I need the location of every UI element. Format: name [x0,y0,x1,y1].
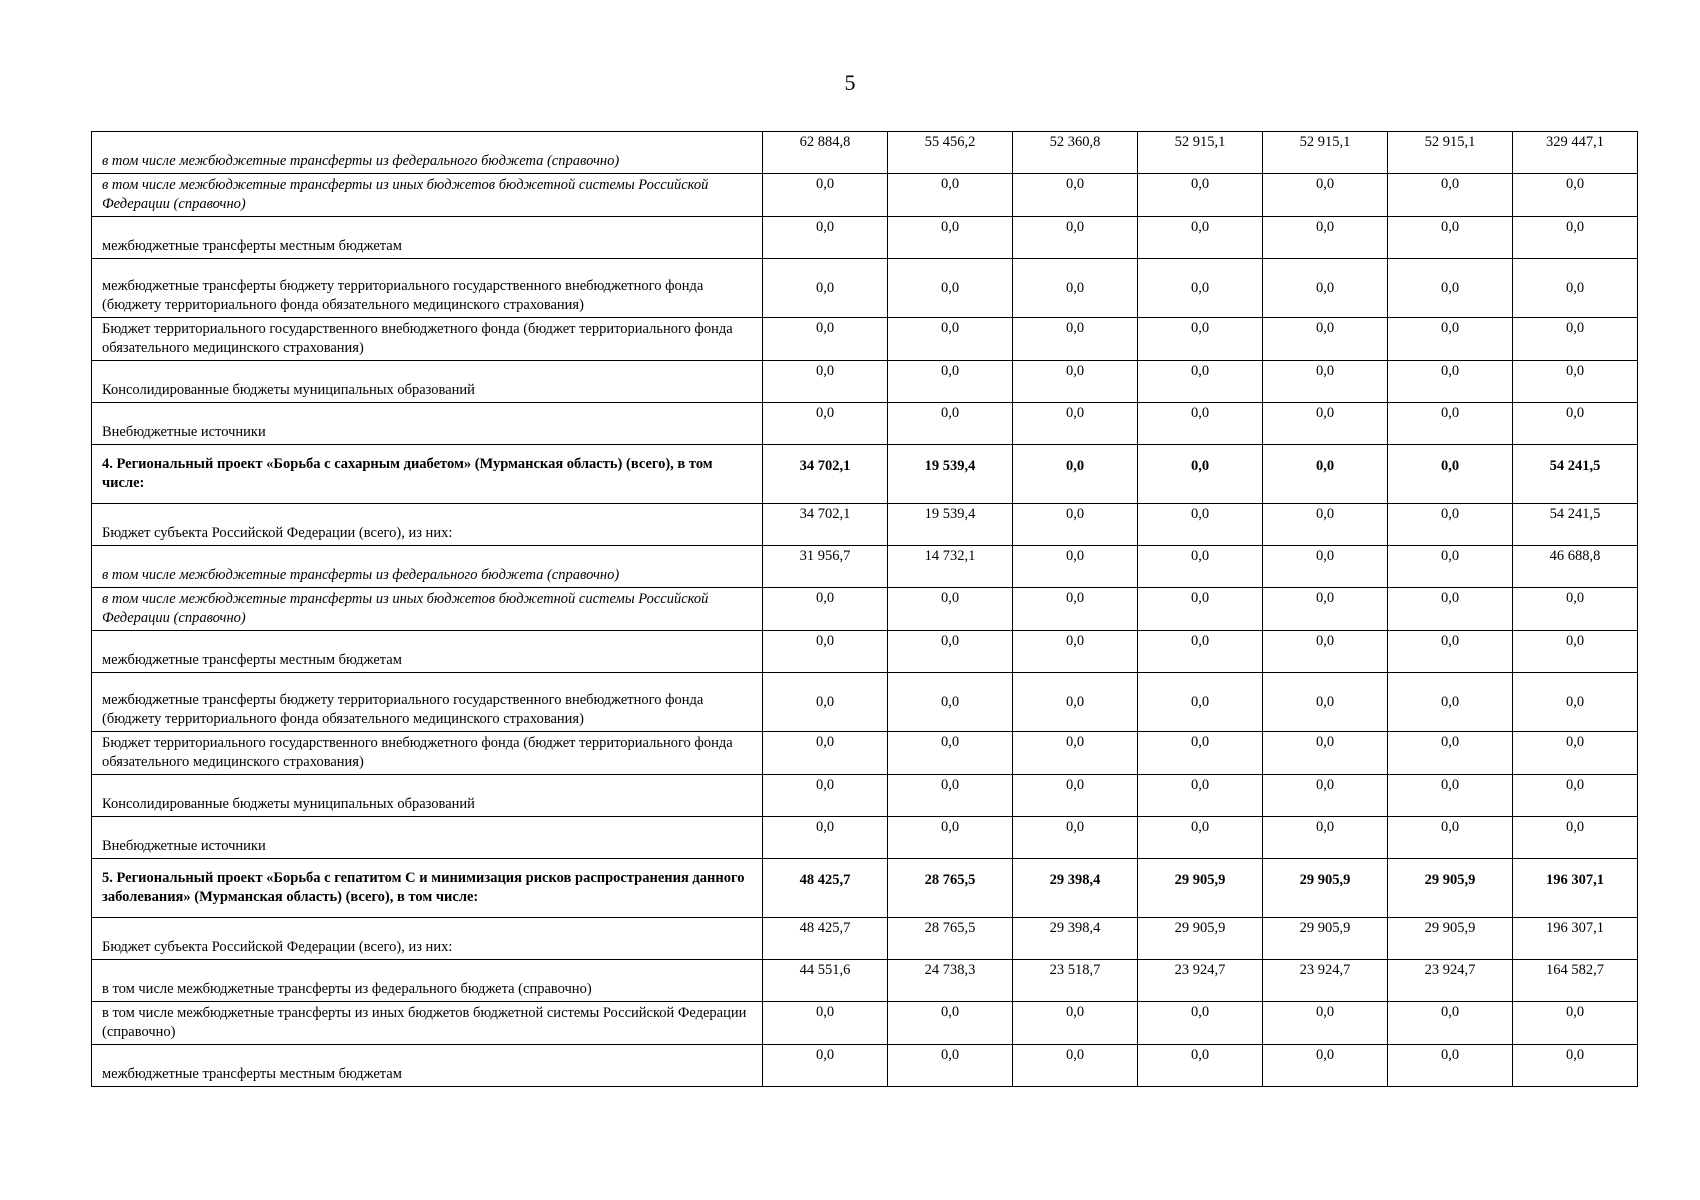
row-value: 0,0 [1138,259,1263,318]
row-value: 0,0 [1513,631,1638,673]
table-row [92,361,1638,403]
row-value: 0,0 [763,1002,888,1045]
row-value: 0,0 [1263,588,1388,631]
row-value: 0,0 [1388,217,1513,259]
row-value: 54 241,5 [1513,504,1638,546]
row-value: 46 688,8 [1513,546,1638,588]
row-value: 29 905,9 [1388,918,1513,960]
row-label: Консолидированные бюджеты муниципальных образований [92,361,763,403]
row-value: 0,0 [1138,1002,1263,1045]
row-value: 48 425,7 [763,859,888,918]
row-value: 0,0 [1388,817,1513,859]
row-value: 24 738,3 [888,960,1013,1002]
row-label: в том числе межбюджетные трансферты из иных бюджетов бюджетной системы Российской Федерации (справочно) [92,174,763,217]
row-label: межбюджетные трансферты бюджету территориального государственного внебюджетного фонда (бюджету территориального фонда обязательного медицинского страхования) [92,673,763,732]
row-value: 0,0 [888,732,1013,775]
row-value: 14 732,1 [888,546,1013,588]
row-value: 0,0 [1513,217,1638,259]
row-value: 29 905,9 [1138,859,1263,918]
row-value: 0,0 [888,259,1013,318]
table-row [92,1045,1638,1087]
row-value: 0,0 [1263,631,1388,673]
row-label: межбюджетные трансферты бюджету территориального государственного внебюджетного фонда (бюджету территориального фонда обязательного медицинского страхования) [92,259,763,318]
row-value: 0,0 [1138,174,1263,217]
row-value: 0,0 [1263,504,1388,546]
row-value: 44 551,6 [763,960,888,1002]
row-value: 29 398,4 [1013,918,1138,960]
row-value: 0,0 [1013,673,1138,732]
row-label: межбюджетные трансферты местным бюджетам [92,217,763,259]
row-value: 28 765,5 [888,859,1013,918]
table-row [92,631,1638,673]
row-value: 0,0 [1138,631,1263,673]
row-label: в том числе межбюджетные трансферты из федерального бюджета (справочно) [92,132,763,174]
row-value: 0,0 [1388,318,1513,361]
row-value: 0,0 [888,1045,1013,1087]
row-value: 0,0 [1388,403,1513,445]
row-value: 0,0 [1138,588,1263,631]
row-value: 0,0 [1013,217,1138,259]
row-value: 0,0 [1263,217,1388,259]
row-value: 0,0 [1388,631,1513,673]
table-row [92,546,1638,588]
row-value: 196 307,1 [1513,918,1638,960]
row-label: Внебюджетные источники [92,817,763,859]
row-value: 29 905,9 [1138,918,1263,960]
row-value: 0,0 [1388,546,1513,588]
row-value: 0,0 [1388,1002,1513,1045]
row-value: 0,0 [1388,445,1513,504]
row-value: 52 915,1 [1263,132,1388,174]
table-row [92,918,1638,960]
row-value: 29 905,9 [1263,859,1388,918]
row-value: 0,0 [1513,1045,1638,1087]
row-value: 0,0 [1513,174,1638,217]
table-row [92,318,1638,361]
budget-table [91,131,1638,1087]
row-value: 31 956,7 [763,546,888,588]
row-value: 54 241,5 [1513,445,1638,504]
row-value: 0,0 [888,631,1013,673]
row-value: 0,0 [1388,673,1513,732]
row-label: 4. Региональный проект «Борьба с сахарным диабетом» (Мурманская область) (всего), в том числе: [92,445,763,504]
row-value: 0,0 [1013,1045,1138,1087]
row-value: 0,0 [1513,588,1638,631]
row-value: 0,0 [1263,546,1388,588]
table-row [92,174,1638,217]
row-value: 0,0 [1138,403,1263,445]
row-value: 0,0 [888,673,1013,732]
row-value: 0,0 [1513,259,1638,318]
row-value: 0,0 [763,631,888,673]
row-value: 0,0 [888,318,1013,361]
table-row [92,403,1638,445]
row-value: 0,0 [1138,673,1263,732]
row-value: 0,0 [1263,259,1388,318]
row-value: 62 884,8 [763,132,888,174]
row-value: 0,0 [1263,403,1388,445]
row-value: 0,0 [1013,445,1138,504]
row-label: Бюджет субъекта Российской Федерации (всего), из них: [92,504,763,546]
row-value: 0,0 [1388,504,1513,546]
row-value: 0,0 [1138,732,1263,775]
row-value: 0,0 [1138,546,1263,588]
row-value: 0,0 [888,217,1013,259]
row-value: 0,0 [1013,504,1138,546]
row-value: 0,0 [1388,361,1513,403]
row-label: в том числе межбюджетные трансферты из федерального бюджета (справочно) [92,960,763,1002]
row-value: 0,0 [1513,403,1638,445]
row-value: 0,0 [763,318,888,361]
row-value: 0,0 [1013,403,1138,445]
table-row [92,732,1638,775]
row-value: 0,0 [1263,174,1388,217]
row-value: 0,0 [1013,1002,1138,1045]
row-value: 0,0 [1513,732,1638,775]
table-row [92,775,1638,817]
row-value: 0,0 [1263,445,1388,504]
table-row [92,259,1638,318]
row-value: 0,0 [1513,318,1638,361]
row-value: 0,0 [763,817,888,859]
row-value: 0,0 [1263,361,1388,403]
row-value: 0,0 [1013,631,1138,673]
table-row [92,588,1638,631]
table-row [92,1002,1638,1045]
row-value: 34 702,1 [763,445,888,504]
row-value: 0,0 [763,403,888,445]
row-value: 0,0 [763,732,888,775]
row-value: 52 915,1 [1138,132,1263,174]
row-value: 0,0 [1138,217,1263,259]
row-value: 196 307,1 [1513,859,1638,918]
row-value: 23 924,7 [1138,960,1263,1002]
row-label: Консолидированные бюджеты муниципальных образований [92,775,763,817]
row-value: 34 702,1 [763,504,888,546]
row-label: Бюджет территориального государственного внебюджетного фонда (бюджет территориального фонда обязательного медицинского страхования) [92,318,763,361]
row-value: 23 924,7 [1263,960,1388,1002]
row-value: 0,0 [1013,732,1138,775]
page-number: 5 [844,70,856,95]
table-row [92,504,1638,546]
row-value: 0,0 [1263,1045,1388,1087]
row-value: 28 765,5 [888,918,1013,960]
row-value: 0,0 [763,361,888,403]
row-value: 0,0 [1263,673,1388,732]
row-value: 0,0 [888,775,1013,817]
table-row [92,132,1638,174]
row-label: в том числе межбюджетные трансферты из федерального бюджета (справочно) [92,546,763,588]
row-value: 0,0 [1263,318,1388,361]
row-value: 0,0 [763,259,888,318]
row-value: 29 905,9 [1263,918,1388,960]
row-value: 23 924,7 [1388,960,1513,1002]
row-value: 0,0 [1388,588,1513,631]
row-value: 0,0 [763,174,888,217]
row-value: 0,0 [1013,174,1138,217]
row-value: 0,0 [1388,732,1513,775]
table-row [92,817,1638,859]
table-row [92,445,1638,504]
row-value: 0,0 [763,1045,888,1087]
row-label: в том числе межбюджетные трансферты из иных бюджетов бюджетной системы Российской Федерации (справочно) [92,588,763,631]
row-label: в том числе межбюджетные трансферты из иных бюджетов бюджетной системы Российской Федерации (справочно) [92,1002,763,1045]
row-value: 0,0 [888,1002,1013,1045]
row-value: 55 456,2 [888,132,1013,174]
row-label: Бюджет субъекта Российской Федерации (всего), из них: [92,918,763,960]
row-value: 0,0 [1138,775,1263,817]
row-value: 0,0 [888,588,1013,631]
row-value: 0,0 [1388,259,1513,318]
row-value: 0,0 [1138,318,1263,361]
row-value: 23 518,7 [1013,960,1138,1002]
row-value: 329 447,1 [1513,132,1638,174]
row-label: Внебюджетные источники [92,403,763,445]
row-label: 5. Региональный проект «Борьба с гепатитом С и минимизация рисков распространения данного заболевания» (Мурманская область) (всего), в том числе: [92,859,763,918]
row-value: 0,0 [1013,817,1138,859]
row-value: 0,0 [1513,361,1638,403]
row-value: 29 398,4 [1013,859,1138,918]
row-label: межбюджетные трансферты местным бюджетам [92,1045,763,1087]
row-value: 0,0 [763,217,888,259]
row-value: 0,0 [888,403,1013,445]
row-value: 0,0 [1513,817,1638,859]
row-value: 0,0 [1263,817,1388,859]
row-value: 52 915,1 [1388,132,1513,174]
row-value: 0,0 [1013,546,1138,588]
row-value: 0,0 [1388,1045,1513,1087]
row-value: 0,0 [1013,259,1138,318]
table-row [92,673,1638,732]
row-value: 48 425,7 [763,918,888,960]
row-value: 0,0 [1138,361,1263,403]
row-value: 0,0 [1388,174,1513,217]
row-value: 0,0 [888,817,1013,859]
row-value: 0,0 [1138,1045,1263,1087]
row-value: 0,0 [1513,775,1638,817]
row-value: 0,0 [1388,775,1513,817]
row-label: межбюджетные трансферты местным бюджетам [92,631,763,673]
row-value: 0,0 [1138,445,1263,504]
row-value: 0,0 [763,775,888,817]
row-value: 0,0 [1263,732,1388,775]
budget-table-body [92,132,1638,1087]
row-value: 19 539,4 [888,504,1013,546]
row-value: 164 582,7 [1513,960,1638,1002]
row-value: 29 905,9 [1388,859,1513,918]
row-value: 0,0 [1513,1002,1638,1045]
row-value: 0,0 [1513,673,1638,732]
row-value: 0,0 [1013,588,1138,631]
row-value: 0,0 [1013,318,1138,361]
row-value: 0,0 [1138,817,1263,859]
row-value: 52 360,8 [1013,132,1138,174]
row-value: 0,0 [1263,1002,1388,1045]
table-row [92,960,1638,1002]
row-value: 0,0 [1013,775,1138,817]
row-value: 0,0 [1013,361,1138,403]
table-row [92,859,1638,918]
row-value: 0,0 [888,361,1013,403]
table-row [92,217,1638,259]
row-label: Бюджет территориального государственного внебюджетного фонда (бюджет территориального фонда обязательного медицинского страхования) [92,732,763,775]
row-value: 19 539,4 [888,445,1013,504]
row-value: 0,0 [1263,775,1388,817]
row-value: 0,0 [888,174,1013,217]
row-value: 0,0 [763,673,888,732]
row-value: 0,0 [1138,504,1263,546]
row-value: 0,0 [763,588,888,631]
